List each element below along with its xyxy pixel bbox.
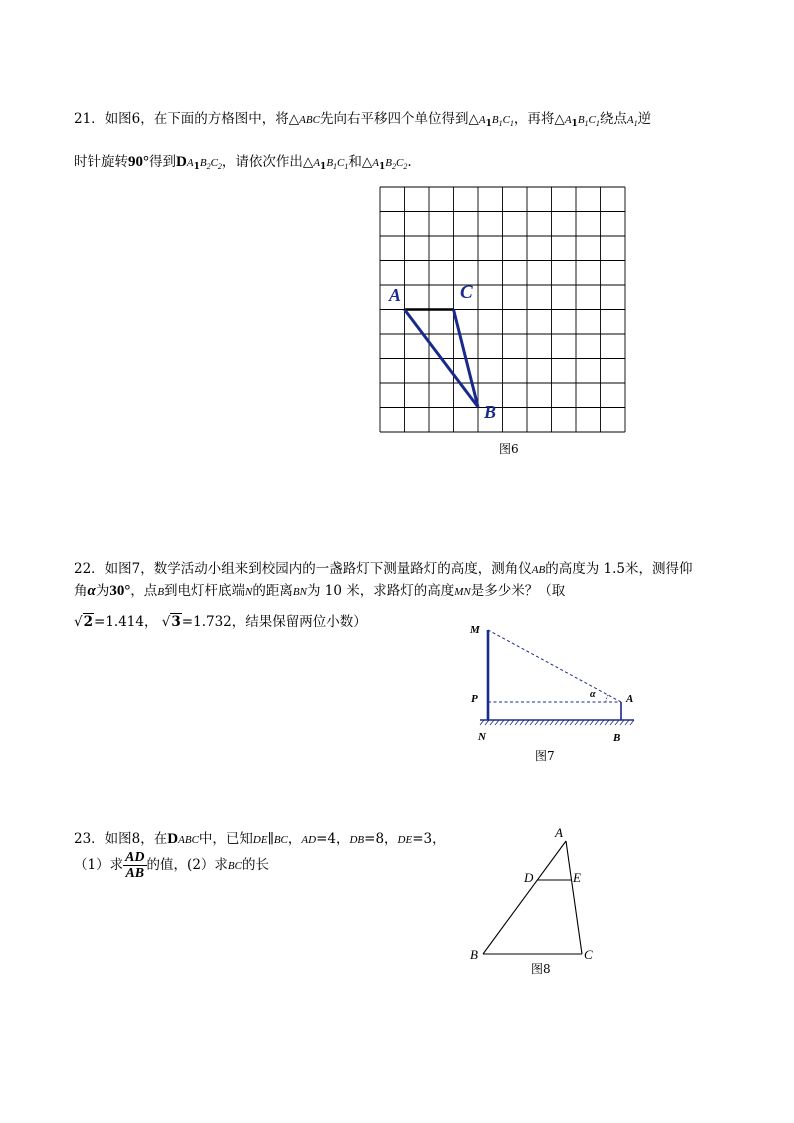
hatch-mark — [500, 720, 504, 725]
hatch-mark — [625, 720, 629, 725]
sqrt-3: √3 — [161, 614, 181, 630]
fig7-label-b: B — [613, 732, 621, 744]
hatch-mark — [490, 720, 494, 725]
hatch-mark — [485, 720, 489, 725]
q22-line3: √2=1.414， √3=1.732，结果保留两位小数） — [74, 614, 367, 630]
q22-line1: 22．如图7，数学活动小组来到校园内的一盏路灯下测量路灯的高度，测角仪AB的高度为 1.5米，测得仰 — [74, 561, 693, 577]
hatch-mark — [595, 720, 599, 725]
hatch-mark — [480, 720, 484, 725]
q22-line2: 角α为30°，点B到电灯杆底端N的距离BN为 10 米，求路灯的高度MN是多少米？（取 — [74, 583, 566, 599]
hatch-mark — [515, 720, 519, 725]
angle-arc — [606, 695, 608, 702]
q23-line1: 23．如图8，在DABC中，已知DE∥BC，AD=4，DB=8，DE=3， — [74, 831, 446, 847]
fig8-label-d: D — [524, 870, 534, 885]
hatch-mark — [565, 720, 569, 725]
hatch-mark — [615, 720, 619, 725]
hatch-mark — [620, 720, 624, 725]
hatch-mark — [630, 720, 634, 725]
sqrt-2: √2 — [74, 614, 94, 630]
fig6-label-a: A — [389, 285, 402, 305]
ground-hatching — [480, 720, 634, 725]
hatch-mark — [610, 720, 614, 725]
hatch-mark — [585, 720, 589, 725]
figure-7 — [470, 620, 640, 732]
hatch-mark — [580, 720, 584, 725]
figure-8-caption: 图8 — [531, 962, 551, 976]
fig8-label-b: B — [470, 947, 478, 962]
fig7-label-m: M — [470, 624, 480, 636]
fig8-label-a: A — [555, 825, 563, 840]
hatch-mark — [590, 720, 594, 725]
q21-line1: 21．如图6，在下面的方格图中，将△ABC先向右平移四个单位得到$\triangle A_1B_1C_1$，再将$\triangle A_1B_1C_1$绕点$A_1$逆 — [74, 111, 652, 129]
hatch-mark — [520, 720, 524, 725]
fig6-label-c: C — [460, 282, 473, 303]
hatch-mark — [555, 720, 559, 725]
hatch-mark — [545, 720, 549, 725]
fig8-label-c: C — [584, 947, 593, 962]
side-ab — [483, 841, 566, 954]
sight-line-am — [488, 630, 621, 702]
figure-7-caption: 图7 — [535, 749, 555, 763]
fraction-ad-ab: $\frac{AD}{AB}$ — [125, 850, 145, 881]
hatch-mark — [505, 720, 509, 725]
fig7-label-p: P — [471, 693, 478, 705]
q23-line2: （1）求 $\frac{AD}{AB}$ 的值，(2）求BC的长 — [74, 850, 269, 881]
hatch-mark — [525, 720, 529, 725]
fig7-label-a: A — [626, 693, 634, 705]
fig7-label-n: N — [478, 731, 486, 743]
figure-6-caption: 图6 — [499, 442, 519, 456]
figure-8 — [470, 825, 610, 965]
hatch-mark — [535, 720, 539, 725]
hatch-mark — [530, 720, 534, 725]
fig7-label-alpha: α — [590, 689, 596, 700]
figure-6-grid — [376, 183, 630, 437]
fig6-label-b: B — [484, 402, 497, 422]
fig8-label-e: E — [573, 870, 581, 885]
hatch-mark — [570, 720, 574, 725]
q21-line2: 时针旋转90°得到$DA_1B_2C_2$，请依次作出$\triangle A_1B_1C_1$和$\triangle A_1B_2C_2$. — [74, 154, 412, 172]
hatch-mark — [600, 720, 604, 725]
hatch-mark — [510, 720, 514, 725]
hatch-mark — [575, 720, 579, 725]
hatch-mark — [540, 720, 544, 725]
hatch-mark — [605, 720, 609, 725]
hatch-mark — [550, 720, 554, 725]
side-ac — [566, 841, 582, 954]
hatch-mark — [560, 720, 564, 725]
hatch-mark — [495, 720, 499, 725]
